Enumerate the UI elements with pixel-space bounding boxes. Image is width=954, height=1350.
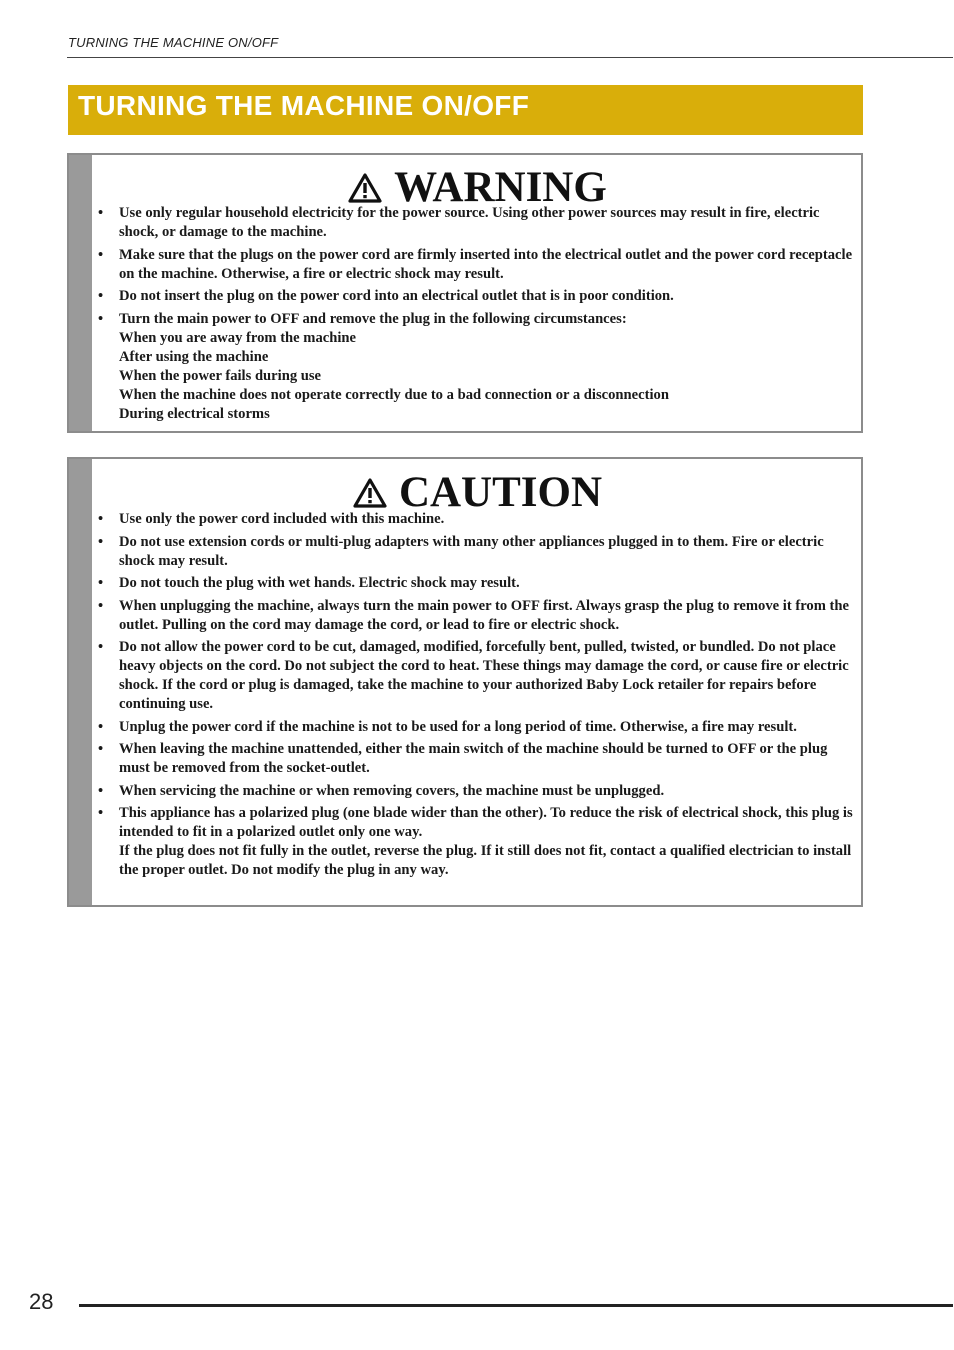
list-item-text: When unplugging the machine, always turn the main power to OFF first. Always grasp the plug to remove it from the outlet. Pulling on the cord may damage the cord, or lead to fire or electric shock. — [119, 597, 849, 633]
warning-box-stripe — [69, 155, 92, 431]
list-item-text: Make sure that the plugs on the power cord are firmly inserted into the electrical outlet and the power cord receptacle on the machine. Otherwise, a fire or electric shock may result. — [119, 246, 853, 282]
list-item — [98, 510, 853, 529]
bullet-icon: • — [98, 639, 104, 655]
bullet-icon: • — [98, 288, 104, 304]
bullet-icon: • — [98, 310, 104, 327]
list-item-text: Do not allow the power cord to be cut, damaged, modified, forcefully bent, pulled, twisted, or bundled. Do not place heavy objects on the cord. Do not subject the cord to heat. These things may damage the cord, or cause fire or electric shock. If the cord or plug is damaged, take the machine to your authorized Baby Lock retailer for repairs before continuing use. — [119, 639, 849, 712]
list-item — [98, 287, 853, 306]
header-rule — [67, 57, 953, 58]
list-item-text: After using the machine — [119, 348, 269, 365]
list-item-text: Do not insert the plug on the power cord into an electrical outlet that is in poor condition. — [119, 288, 674, 304]
warning-title: WARNING — [394, 164, 607, 211]
warning-heading — [94, 166, 861, 209]
footer-rule — [79, 1304, 953, 1307]
list-item-text: When the machine does not operate correctly due to a bad connection or a disconnection — [119, 386, 669, 403]
warning-box — [67, 153, 863, 433]
list-item — [98, 574, 853, 593]
bullet-icon: • — [98, 597, 104, 614]
caution-title: CAUTION — [398, 469, 603, 516]
caution-heading — [94, 471, 861, 514]
list-item — [98, 718, 853, 737]
warning-triangle-icon — [348, 173, 382, 203]
list-item — [98, 804, 853, 880]
list-item-text: When the power fails during use — [119, 367, 322, 384]
list-item-text: Do not touch the plug with wet hands. Electric shock may result. — [119, 575, 520, 591]
list-item-text: When you are away from the machine — [119, 329, 356, 346]
list-item-text: Unplug the power cord if the machine is not to be used for a long period of time. Otherwise, a fire may result. — [119, 718, 797, 735]
warning-list — [98, 204, 853, 427]
bullet-icon: • — [98, 575, 104, 591]
list-item-text: Use only regular household electricity for the power source. Using other power sources may result in fire, electric shock, or damage to the machine. — [119, 205, 820, 240]
list-item-text: If the plug does not fit fully in the outlet, reverse the plug. If it still does not fit, contact a qualified electrician to install the proper outlet. Do not modify the plug in any way. — [119, 843, 852, 878]
caution-box — [67, 457, 863, 907]
bullet-icon: • — [98, 533, 104, 550]
bullet-icon: • — [98, 782, 104, 799]
bullet-icon: • — [98, 205, 104, 221]
warning-triangle-icon — [353, 478, 387, 508]
bullet-icon: • — [98, 805, 104, 821]
list-item — [98, 246, 853, 284]
list-item — [98, 597, 853, 635]
list-item — [98, 638, 853, 714]
list-item — [98, 740, 853, 778]
bullet-icon: • — [98, 246, 104, 263]
section-heading-bar — [68, 85, 863, 135]
caution-box-stripe — [69, 459, 92, 905]
bullet-icon: • — [98, 741, 104, 757]
list-item-text: During electrical storms — [119, 405, 270, 422]
list-item-text: This appliance has a polarized plug (one blade wider than the other). To reduce the risk of electrical shock, this plug is intended to fit in a polarized outlet only one way. — [119, 805, 853, 840]
list-item-text: Do not use extension cords or multi-plug adapters with many other appliances plugged in to them. Fire or electric shock may result. — [119, 533, 824, 569]
caution-list — [98, 510, 853, 884]
list-item — [98, 533, 853, 571]
list-item-text: Use only the power cord included with this machine. — [119, 511, 445, 527]
list-item — [98, 204, 853, 242]
bullet-icon: • — [98, 511, 104, 527]
section-title: TURNING THE MACHINE ON/OFF — [78, 90, 530, 121]
list-item-text: When leaving the machine unattended, either the main switch of the machine should be turned to OFF or the plug must be removed from the socket-outlet. — [119, 741, 828, 776]
list-item-text: When servicing the machine or when removing covers, the machine must be unplugged. — [119, 782, 665, 799]
page-number: 28 — [29, 1289, 54, 1314]
list-item — [98, 782, 853, 801]
running-header: TURNING THE MACHINE ON/OFF — [68, 35, 279, 50]
bullet-icon: • — [98, 718, 104, 735]
list-item — [98, 310, 853, 424]
list-item-text: Turn the main power to OFF and remove the plug in the following circumstances: — [119, 310, 627, 327]
